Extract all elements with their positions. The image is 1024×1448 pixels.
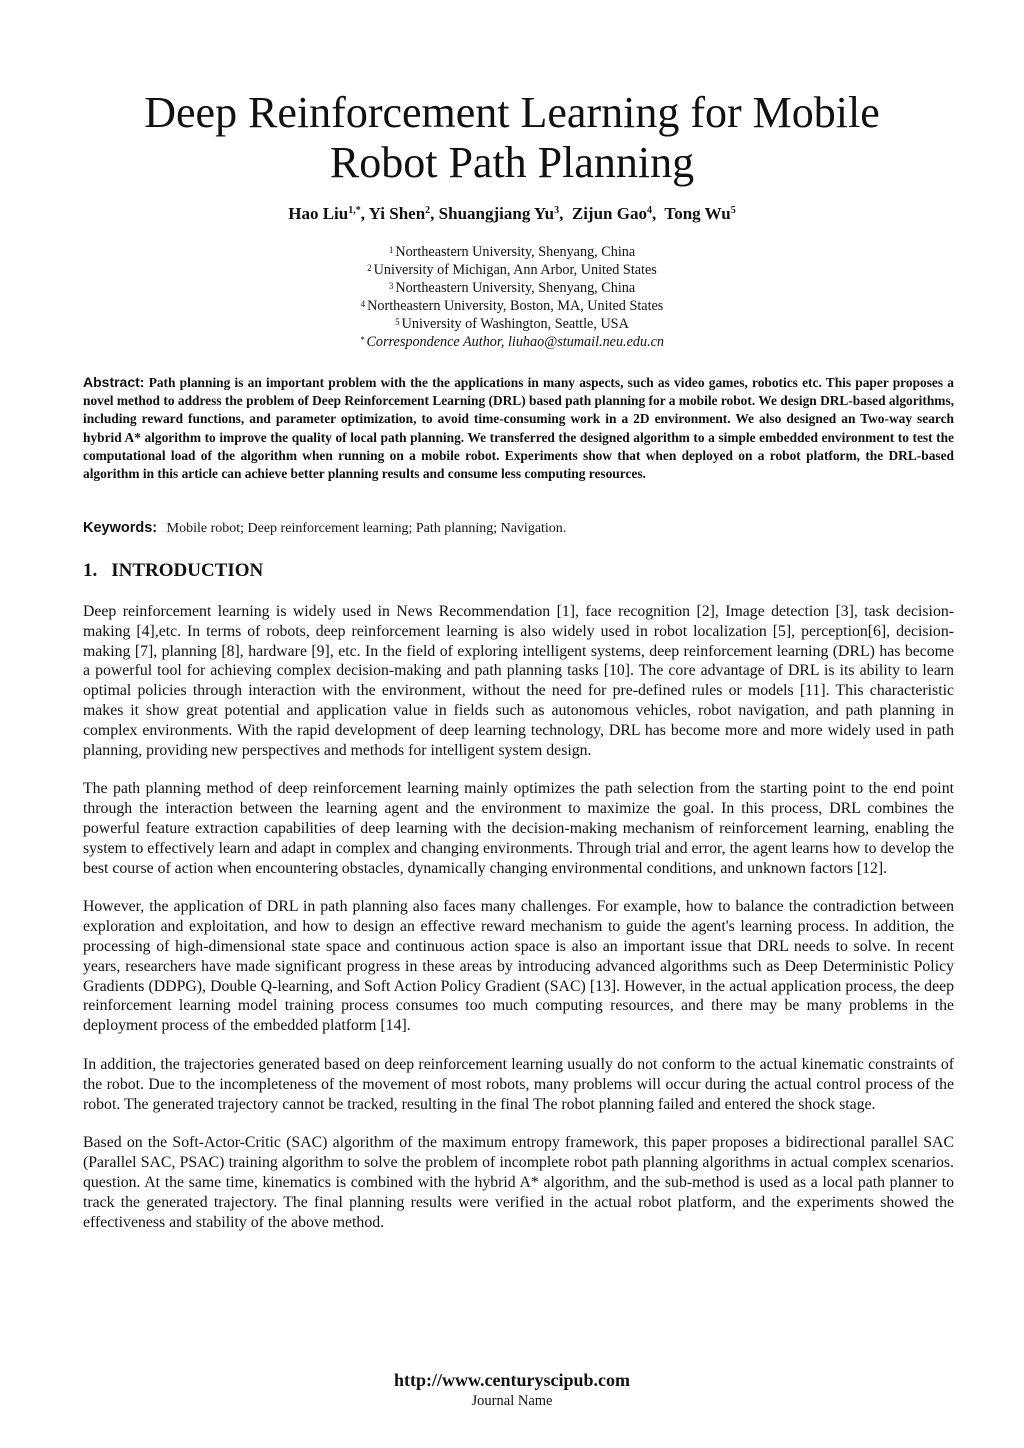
- abstract-text: Path planning is an important problem with the the applications in many aspects, such as video games, robotics etc. This paper proposes a novel method to address the problem of Deep Reinforcement Learning (DRL) based path planning for a mobile robot. We design DRL-based algorithms, including reward functions, and parameter optimization, to avoid time-consuming work in a 2D environment. We also designed an Two-way search hybrid A* algorithm to improve the quality of local path planning. We transferred the designed algorithm to a simple embedded environment to test the computational load of the algorithm when running on a mobile robot. Experiments show that when deployed on a robot platform, the DRL-based algorithm in this article can achieve better planning results and consume less computing resources.: [83, 375, 954, 482]
- affiliation: $^5$ University of Washington, Seattle, USA: [395, 316, 629, 332]
- title-line-1: Deep Reinforcement Learning for Mobile: [144, 88, 880, 137]
- affiliation-list: [0, 243, 1024, 351]
- section-title: INTRODUCTION: [111, 560, 264, 581]
- affiliation: $^3$ Northeastern University, Shenyang, China: [388, 280, 636, 296]
- page-footer: [0, 1369, 1024, 1411]
- correspondence-note: * Correspondence Author, liuhao@stumail.neu.edu.cn: [359, 334, 665, 350]
- paragraph: However, the application of DRL in path planning also faces many challenges. For example, how to balance the contradiction between exploration and exploitation, and how to design an effective reward mechanism to guide the agent's learning process. In addition, the processing of high-dimensional state space and continuous action space is also an important issue that DRL needs to solve. In recent years, researchers have made significant progress in these areas by introducing advanced algorithms such as Deep Deterministic Policy Gradients (DDPG), Double Q-learning, and Soft Action Policy Gradient (SAC) [13]. However, in the actual application process, the deep reinforcement learning model training process consumes too much computing resources, and there may be many problems in the deployment process of the embedded platform [14].: [83, 898, 954, 1035]
- affiliation: $^2$ University of Michigan, Ann Arbor, United States: [367, 262, 657, 278]
- affiliation: $^1$ Northeastern University, Shenyang, China: [388, 244, 636, 260]
- title-line-2: Robot Path Planning: [329, 138, 695, 187]
- paragraph: The path planning method of deep reinforcement learning mainly optimizes the path selection from the starting point to the end point through the interaction between the learning agent and the environment to maximize the goal. In this process, DRL combines the powerful feature extraction capabilities of deep learning with the decision-making mechanism of reinforcement learning, enabling the system to effectively learn and adapt in complex and changing environments. Through trial and error, the agent learns how to develop the best course of action when encountering obstacles, dynamically changing environmental conditions, and unknown factors [12].: [83, 780, 954, 877]
- author: Hao Liu$^{1,*}$: [288, 204, 361, 223]
- section-heading: [83, 559, 263, 583]
- author: Yi Shen$^2$: [368, 204, 431, 223]
- keywords-label: Keywords:: [83, 520, 158, 536]
- author: Tong Wu$^5$: [664, 204, 736, 223]
- journal-name: Journal Name: [471, 1393, 553, 1409]
- abstract: [83, 373, 954, 483]
- author: Zijun Gao$^4$: [571, 204, 652, 223]
- author-list: Hao Liu$^{1,*}$, Yi Shen$^2$, Shuangjiang Yu$^3$, Zijun Gao$^4$, Tong Wu$^5$: [288, 204, 736, 223]
- keywords: [83, 518, 954, 539]
- paragraph: Based on the Soft-Actor-Critic (SAC) algorithm of the maximum entropy framework, this paper proposes a bidirectional parallel SAC (Parallel SAC, PSAC) training algorithm to solve the problem of incomplete robot path planning algorithms in actual complex scenarios. question. At the same time, kinematics is combined with the hybrid A* algorithm, and the sub-method is used as a local path planner to track the generated trajectory. The final planning results were verified in the actual robot platform, and the experiments showed the effectiveness and stability of the above method.: [83, 1134, 954, 1231]
- abstract-label: Abstract:: [83, 374, 145, 390]
- keywords-text: Mobile robot; Deep reinforcement learning; Path planning; Navigation.: [166, 521, 567, 536]
- paragraph: Deep reinforcement learning is widely used in News Recommendation [1], face recognition [2], Image detection [3], task decision-making [4],etc. In terms of robots, deep reinforcement learning is also widely used in robot localization [5], perception[6], decision-making [7], planning [8], hardware [9], etc. In the field of exploring intelligent systems, deep reinforcement learning (DRL) has become a powerful tool for achieving complex decision-making and path planning tasks [10]. The core advantage of DRL is its ability to learn optimal policies through interaction with the environment, without the need for pre-defined rules or models [11]. This characteristic makes it show great potential and application value in fields such as autonomous vehicles, robot navigation, and path planning in complex environments. With the rapid development of deep learning technology, DRL has become more and more widely used in path planning, providing new perspectives and methods for intelligent system design.: [83, 603, 954, 759]
- paragraph: In addition, the trajectories generated based on deep reinforcement learning usually do not conform to the actual kinematic constraints of the robot. Due to the incompleteness of the movement of most robots, many problems will occur during the actual control process of the robot. The generated trajectory cannot be tracked, resulting in the final The robot planning failed and entered the shock stage.: [83, 1055, 954, 1113]
- paper-title: [0, 88, 1024, 188]
- author: Shuangjiang Yu$^3$: [438, 204, 560, 223]
- body-text: [83, 602, 954, 1251]
- section-number: 1.: [83, 560, 98, 581]
- affiliation: $^4$ Northeastern University, Boston, MA, United States: [360, 298, 664, 314]
- journal-url[interactable]: http://www.centuryscipub.com: [393, 1370, 630, 1390]
